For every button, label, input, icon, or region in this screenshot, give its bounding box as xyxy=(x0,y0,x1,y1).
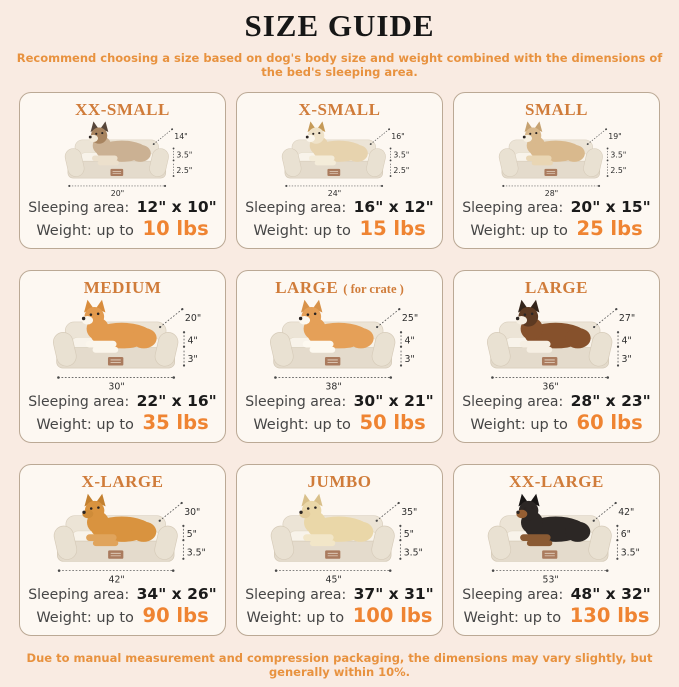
depth-label: 27" xyxy=(618,313,636,325)
size-card-x-large xyxy=(19,464,226,636)
size-note: ( for crate ) xyxy=(343,282,404,296)
sleeping-area-value: 30" x 21" xyxy=(353,392,434,410)
base-height-label: 2.5" xyxy=(610,166,627,176)
pet-eye-icon xyxy=(307,313,310,316)
weight-line xyxy=(253,411,425,434)
base-height-label: 2.5" xyxy=(176,166,193,176)
dog-bed-graphic xyxy=(24,492,221,585)
bolster-height-label: 6" xyxy=(620,528,631,540)
bed-illustration xyxy=(24,298,221,392)
sleeping-area-label: Sleeping area: xyxy=(245,200,347,216)
bed-brand-tag xyxy=(542,357,557,366)
bed-brand-tag xyxy=(108,550,123,558)
dog-bed-graphic xyxy=(458,298,655,392)
dog-bed-graphic xyxy=(241,492,438,585)
bed-width-label: 30" xyxy=(108,381,125,392)
card-header xyxy=(525,278,588,298)
pet-nose-icon xyxy=(299,511,302,514)
bed-graphic xyxy=(269,494,396,562)
size-name: LARGE xyxy=(525,278,588,297)
sleeping-area-line xyxy=(28,392,216,410)
bed-width-label: 53" xyxy=(542,574,559,585)
sleeping-area-value: 37" x 31" xyxy=(353,585,434,603)
sleeping-area-label: Sleeping area: xyxy=(462,394,564,410)
sleeping-area-value: 28" x 23" xyxy=(570,392,651,410)
pet-nose-icon xyxy=(299,317,302,320)
bed-graphic xyxy=(281,121,388,178)
sleeping-area-line xyxy=(462,392,650,410)
size-name: SMALL xyxy=(525,100,588,119)
card-header xyxy=(308,472,372,492)
bed-graphic xyxy=(51,300,180,368)
bed-width-label: 42" xyxy=(108,574,125,585)
weight-value: 35 lbs xyxy=(142,411,209,434)
pet-eye-icon xyxy=(531,313,534,316)
bed-width-label: 28" xyxy=(544,188,559,198)
card-header xyxy=(82,472,164,492)
pet-nose-icon xyxy=(82,317,85,320)
size-card-medium xyxy=(19,270,226,443)
bed-brand-tag xyxy=(327,169,340,176)
sleeping-area-label: Sleeping area: xyxy=(245,587,347,603)
pet-nose-icon xyxy=(89,136,92,139)
pet-eye-icon xyxy=(314,506,317,509)
pet-eye-icon xyxy=(314,313,317,316)
weight-value: 50 lbs xyxy=(359,411,426,434)
bed-illustration xyxy=(458,298,655,392)
weight-label: Weight: up to xyxy=(36,610,134,626)
bed-illustration xyxy=(241,298,438,392)
dog-bed-graphic xyxy=(458,492,655,585)
sleeping-area-label: Sleeping area: xyxy=(245,394,347,410)
bed-illustration xyxy=(241,492,438,585)
pet-eye-icon xyxy=(90,313,93,316)
card-header xyxy=(75,100,170,120)
depth-label: 20" xyxy=(184,313,202,325)
bed-graphic xyxy=(268,300,397,368)
bolster-height-label: 3.5" xyxy=(393,150,410,160)
weight-value: 60 lbs xyxy=(576,411,643,434)
size-card-jumbo xyxy=(236,464,443,636)
weight-label: Weight: up to xyxy=(463,610,562,626)
bed-graphic xyxy=(485,300,614,368)
pet-nose-icon xyxy=(516,317,519,320)
pet-eye-icon xyxy=(524,313,527,316)
dog-bed-graphic xyxy=(241,120,438,198)
size-card-large xyxy=(453,270,660,443)
depth-label: 25" xyxy=(401,313,419,325)
pet-eye-icon xyxy=(524,507,527,510)
dog-bed-graphic xyxy=(24,298,221,392)
bed-illustration xyxy=(24,492,221,585)
bolster-height-label: 4" xyxy=(621,335,632,347)
bed-width-label: 20" xyxy=(110,188,125,198)
size-card-x-small xyxy=(236,92,443,249)
bed-brand-tag xyxy=(325,357,340,366)
bed-graphic xyxy=(52,494,179,562)
bed-illustration xyxy=(458,492,655,585)
pet-eye-icon xyxy=(101,132,103,134)
sleeping-area-value: 20" x 15" xyxy=(570,198,651,216)
bed-illustration xyxy=(458,120,655,198)
size-name: XX-SMALL xyxy=(75,100,170,119)
sleeping-area-line xyxy=(245,198,433,216)
weight-line xyxy=(253,217,425,240)
bolster-height-label: 3.5" xyxy=(176,150,193,160)
base-height-label: 3.5" xyxy=(186,547,206,559)
bed-width-label: 36" xyxy=(542,381,559,392)
card-header xyxy=(299,100,381,120)
sleeping-area-value: 22" x 16" xyxy=(136,392,217,410)
sleeping-area-value: 16" x 12" xyxy=(353,198,434,216)
dog-bed-graphic xyxy=(24,120,221,198)
sleeping-area-line xyxy=(28,585,216,603)
bolster-height-label: 5" xyxy=(186,528,197,540)
depth-label: 14" xyxy=(174,132,188,142)
weight-label: Weight: up to xyxy=(470,417,568,433)
card-header xyxy=(509,472,604,492)
pet-eye-icon xyxy=(535,132,537,134)
weight-value: 90 lbs xyxy=(142,604,209,627)
weight-label: Weight: up to xyxy=(253,417,351,433)
weight-label: Weight: up to xyxy=(246,610,345,626)
weight-line xyxy=(36,604,208,627)
pet-nose-icon xyxy=(82,511,85,514)
sleeping-area-line xyxy=(245,585,433,603)
size-card-xx-small xyxy=(19,92,226,249)
base-height-label: 3" xyxy=(404,354,415,366)
bolster-height-label: 4" xyxy=(187,335,198,347)
page-title: SIZE GUIDE xyxy=(244,8,435,43)
depth-label: 42" xyxy=(618,506,635,518)
card-header xyxy=(275,278,404,298)
pet-eye-icon xyxy=(95,133,97,135)
pet-eye-icon xyxy=(97,506,100,509)
bed-brand-tag xyxy=(108,357,123,366)
size-name: JUMBO xyxy=(307,472,372,491)
size-card-large-crate xyxy=(236,270,443,443)
sleeping-area-line xyxy=(462,198,650,216)
weight-label: Weight: up to xyxy=(253,223,351,239)
weight-line xyxy=(464,604,650,627)
bed-brand-tag xyxy=(110,169,123,176)
bed-brand-tag xyxy=(325,550,340,558)
depth-label: 35" xyxy=(401,506,418,518)
weight-line xyxy=(470,411,642,434)
bolster-height-label: 3.5" xyxy=(610,150,627,160)
base-height-label: 3" xyxy=(621,354,632,366)
pet-eye-icon xyxy=(90,507,93,510)
sleeping-area-label: Sleeping area: xyxy=(28,394,130,410)
weight-value: 130 lbs xyxy=(569,604,650,627)
sleeping-area-value: 48" x 32" xyxy=(570,585,651,603)
depth-label: 19" xyxy=(608,132,622,142)
bed-width-label: 38" xyxy=(325,381,342,392)
sleeping-area-label: Sleeping area: xyxy=(28,587,130,603)
weight-line xyxy=(247,604,433,627)
weight-line xyxy=(470,217,642,240)
base-height-label: 3" xyxy=(187,354,198,366)
pet-nose-icon xyxy=(516,511,519,514)
bed-brand-tag xyxy=(542,550,557,558)
page-subtitle: Recommend choosing a size based on dog's body size and weight combined with the dimensions of the bed's sleeping area. xyxy=(16,51,663,79)
pet-nose-icon xyxy=(523,136,526,139)
card-header xyxy=(525,100,588,120)
pet-eye-icon xyxy=(307,507,310,510)
base-height-label: 3.5" xyxy=(620,547,640,559)
bed-width-label: 45" xyxy=(325,574,342,585)
base-height-label: 2.5" xyxy=(393,166,410,176)
size-name: X-SMALL xyxy=(298,100,381,119)
weight-label: Weight: up to xyxy=(470,223,568,239)
sleeping-area-line xyxy=(245,392,433,410)
dog-bed-graphic xyxy=(458,120,655,198)
weight-value: 15 lbs xyxy=(359,217,426,240)
bolster-height-label: 4" xyxy=(404,335,415,347)
pet-eye-icon xyxy=(312,133,314,135)
bed-graphic xyxy=(498,121,605,178)
weight-value: 100 lbs xyxy=(352,604,433,627)
sleeping-area-line xyxy=(462,585,650,603)
sleeping-area-line xyxy=(28,198,216,216)
weight-line xyxy=(36,217,208,240)
depth-label: 16" xyxy=(391,132,405,142)
card-header xyxy=(84,278,162,298)
size-name: LARGE xyxy=(275,278,339,297)
weight-line xyxy=(36,411,208,434)
depth-label: 30" xyxy=(184,506,201,518)
size-name: XX-LARGE xyxy=(509,472,604,491)
size-grid xyxy=(0,92,679,636)
weight-value: 25 lbs xyxy=(576,217,643,240)
bed-brand-tag xyxy=(544,169,557,176)
dog-bed-graphic xyxy=(241,298,438,392)
sleeping-area-value: 12" x 10" xyxy=(136,198,217,216)
weight-label: Weight: up to xyxy=(36,223,134,239)
pet-eye-icon xyxy=(318,132,320,134)
pet-nose-icon xyxy=(306,136,309,139)
page-footnote: Due to manual measurement and compression packaging, the dimensions may vary slightly, but generally within 10%. xyxy=(26,651,653,679)
bed-illustration xyxy=(24,120,221,198)
weight-value: 10 lbs xyxy=(142,217,209,240)
size-card-small xyxy=(453,92,660,249)
size-name: MEDIUM xyxy=(83,278,162,297)
pet-eye-icon xyxy=(97,313,100,316)
bed-width-label: 24" xyxy=(327,188,342,198)
pet-eye-icon xyxy=(531,506,534,509)
pet-eye-icon xyxy=(529,133,531,135)
base-height-label: 3.5" xyxy=(403,547,423,559)
sleeping-area-label: Sleeping area: xyxy=(462,200,564,216)
sleeping-area-label: Sleeping area: xyxy=(28,200,130,216)
size-name: X-LARGE xyxy=(81,472,164,491)
sleeping-area-value: 34" x 26" xyxy=(136,585,217,603)
bed-graphic xyxy=(486,494,613,562)
bolster-height-label: 5" xyxy=(403,528,414,540)
bed-graphic xyxy=(64,121,171,178)
size-card-xx-large xyxy=(453,464,660,636)
size-guide-page xyxy=(0,8,679,687)
bed-illustration xyxy=(241,120,438,198)
sleeping-area-label: Sleeping area: xyxy=(462,587,564,603)
weight-label: Weight: up to xyxy=(36,417,134,433)
